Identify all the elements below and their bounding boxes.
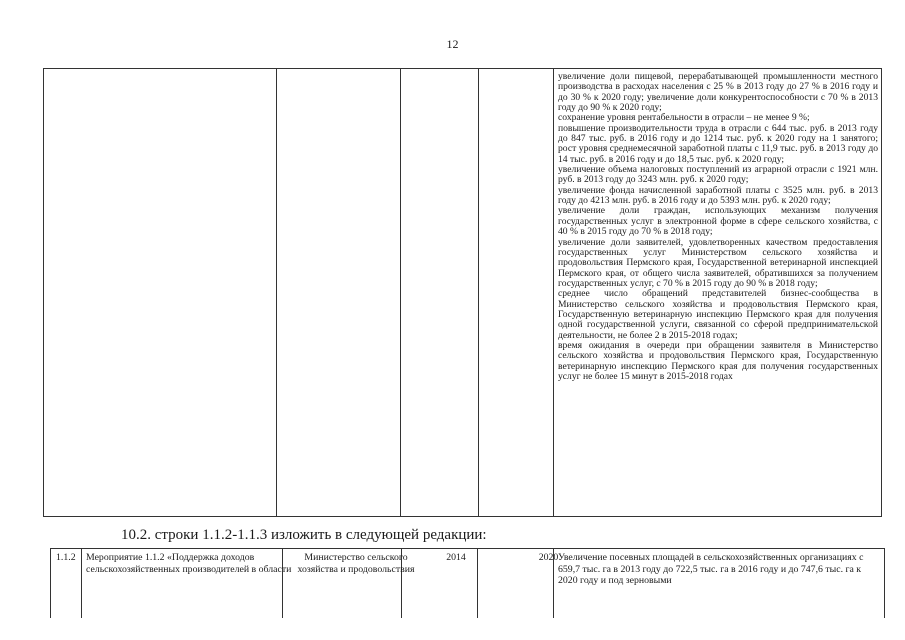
page-number: 12 xyxy=(446,37,459,51)
start-year: 2014 xyxy=(446,552,466,563)
end-year: 2020 xyxy=(538,552,559,563)
indicator-paragraph: увеличение объема налоговых поступлений из аграрной отрасли с 1921 млн. руб. в 2013 году до 3243 млн. руб. к 2020 году; xyxy=(558,164,878,186)
indicator-paragraph: время ожидания в очереди при обращении заявителя в Министерство сельского хозяйства и продовольствия Пермского края, Государственную ветеринарную инспекцию Пермского края для получения государственных услуг не более 15 минут в 2015-2018 годах xyxy=(558,339,878,382)
indicator-paragraph: увеличение доли граждан, использующих механизм получения государственных услуг в электронной форме в сфере сельского хозяйства, с 40 % в 2015 году до 70 % в 2018 году; xyxy=(558,205,878,238)
column-divider xyxy=(478,69,479,516)
indicator-paragraph: увеличение фонда начисленной заработной платы с 3525 млн. руб. в 2013 году до 4213 млн. руб. в 2016 году и до 5393 млн. руб. к 2020 году; xyxy=(558,184,878,207)
amendment-table xyxy=(50,548,885,618)
expected-result: Увеличение посевных площадей в сельскохозяйственных организациях с 659,7 тыс. га в 2013 году до 722,5 тыс. га в 2016 году и до 747,6 тыс. га к 2020 году и под зерновыми xyxy=(558,552,864,586)
row-number: 1.1.2 xyxy=(56,552,76,563)
section-heading: 10.2. строки 1.1.2-1.1.3 изложить в следующей редакции: xyxy=(121,527,487,543)
indicator-paragraph: повышение производительности труда в отрасли с 644 тыс. руб. в 2013 году до 847 тыс. руб. в 2016 году и до 1214 тыс. руб. к 2020 году на 1 занятого; рост уровня среднемесячной заработной платы с 11,9 тыс. руб. в 2013 году до 14 тыс. руб. в 2016 году и до 18,5 тыс. руб. к 2020 году; xyxy=(558,122,878,165)
executor: Министерство сельского хозяйства и продовольствия xyxy=(297,552,415,575)
column-divider xyxy=(553,69,554,516)
target-indicators-cell xyxy=(558,72,878,382)
indicator-paragraph: увеличение доли пищевой, перерабатывающей промышленности местного производства в расходах населения с 25 % в 2013 году до 27 % в 2016 году и до 30 % к 2020 году; увеличение доли конкурентоспособности с 70 % в 2013 году до 90 % к 2020 году; xyxy=(558,71,878,114)
measure-name: Мероприятие 1.1.2 «Поддержка доходов сельскохозяйственных производителей в области xyxy=(86,552,292,575)
column-divider xyxy=(276,69,277,516)
indicator-paragraph: среднее число обращений представителей бизнес-сообщества в Министерство сельского хозяйства и продовольствия Пермского края, Государственную ветеринарную инспекцию Пермского края для получения одной государственной услуги, связанной со сферой предпринимательской деятельности, не более 2 в 2015-2018 годах; xyxy=(558,288,878,341)
continuation-table xyxy=(43,68,882,517)
indicator-paragraph: увеличение доли заявителей, удовлетворенных качеством предоставления государственных услуг Министерством сельского хозяйства и продовольствия Пермского края, Государственной ветеринарной инспекцией Пермского края, от общего числа заявителей, обратившихся за получением государственных услуг, с 70 % в 2015 году до 90 % в 2018 году; xyxy=(558,236,878,289)
column-divider xyxy=(400,69,401,516)
indicator-paragraph: сохранение уровня рентабельности в отрасли – не менее 9 %; xyxy=(558,112,810,124)
